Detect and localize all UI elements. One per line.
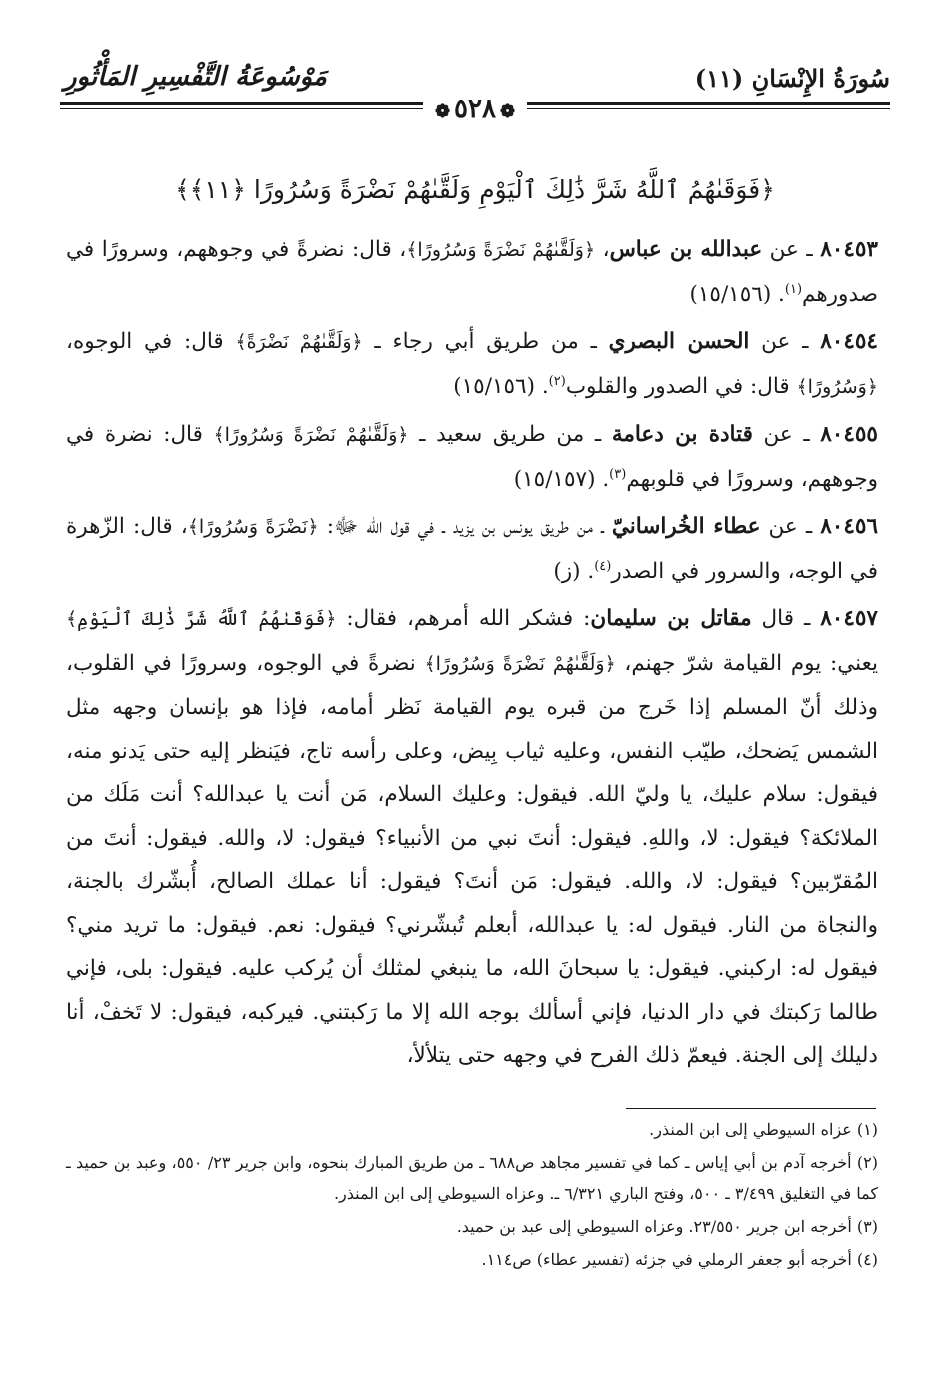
- volume-ref: . (ز): [553, 558, 595, 584]
- narration-entry: ٨٠٤٥٣ ـ عن عبدالله بن عباس، ﴿وَلَقَّىٰهُمْ نَضْرَةً وَسُرُورًا﴾، قال: نضرةً في وجوههم، وسرورًا في صدورهم$^{(١)}$. (١٥/١٥٦): [66, 237, 878, 307]
- page-number-box: [423, 94, 527, 124]
- chain-text: ـ من طريق يونس بن يزيد ـ في قول الله ﷻ:: [318, 514, 612, 539]
- volume-ref: . (١٥/١٥٧): [513, 466, 610, 492]
- narration-number: ٨٠٤٥٥: [820, 422, 878, 447]
- narration-entry: ٨٠٤٥٦ ـ عن عطاء الخُراسانيّ ـ من طريق يونس بن يزيد ـ في قول الله ﷻ: ﴿نَضْرَةً وَسُرُورًا﴾، قال: الزّهرة في الوجه، والسرور في الصدر$^{(٤)}$. (ز): [66, 514, 878, 584]
- footnote: (١) عزاه السيوطي إلى ابن المنذر.: [649, 1120, 878, 1139]
- ornament-icon: ❁: [499, 101, 516, 122]
- narration-entry: ٨٠٤٥٤ ـ عن الحسن البصري ـ من طريق أبي رجاء ـ ﴿وَلَقَّىٰهُمْ نَضْرَةً﴾ قال: في الوجوه، ﴿وَسُرُورًا﴾ قال: في الصدور والقلوب$^{(٢)}$. (١٥/١٥٦): [66, 329, 878, 399]
- narration-number: ٨٠٤٥٦: [820, 514, 878, 539]
- quran-quote: ﴿وَلَقَّىٰهُمْ نَضْرَةً وَسُرُورًا﴾: [213, 424, 409, 446]
- footnote: (٤) أخرجه أبو جعفر الرملي في جزئه (تفسير عطاء) ص١١٤.: [481, 1250, 878, 1269]
- narration-entry: ٨٠٤٥٥ ـ عن قتادة بن دعامة ـ من طريق سعيد ـ ﴿وَلَقَّىٰهُمْ نَضْرَةً وَسُرُورًا﴾ قال: نضرة في وجوههم، وسرورًا في قلوبهم$^{(٣)}$. (١٥/١٥٧): [66, 422, 878, 492]
- narration-number: ٨٠٤٥٧: [820, 606, 878, 631]
- volume-ref: . (١٥/١٥٦): [453, 373, 549, 399]
- footnotes: [66, 1114, 878, 1277]
- quran-quote: ﴿وَلَقَّىٰهُمْ نَضْرَةً﴾: [235, 331, 363, 353]
- footnote-separator: [626, 1108, 876, 1109]
- quran-quote: ﴿وَلَقَّىٰهُمْ نَضْرَةً وَسُرُورًا﴾: [424, 652, 616, 675]
- page-number: ٥٢٨: [454, 94, 496, 124]
- quran-quote: ﴿وَسُرُورًا﴾: [796, 375, 878, 398]
- surah-title: سُورَةُ الإِنْسَانِ (١١): [694, 64, 890, 93]
- narrator-name: قتادة بن دعامة: [611, 422, 753, 447]
- quran-quote: ﴿نَضْرَةً وَسُرُورًا﴾: [187, 516, 319, 538]
- narration-text: ، قال: نضرةً في وجوههم، وسرورًا في صدورهم: [66, 237, 878, 307]
- ornament-icon: ❁: [434, 101, 451, 122]
- chain-text: : فشكر الله أمرهم، فقال:: [336, 606, 591, 631]
- narration-entry: ٨٠٤٥٧ ـ قال مقاتل بن سليمان: فشكر الله أمرهم، فقال: ﴿فَوَقَىٰهُمُ ٱللَّهُ شَرَّ ذَٰلِكَ ٱلْيَوْمِ﴾ يعني: يوم القيامة شرّ جهنم، ﴿وَلَقَّىٰهُمْ نَضْرَةً وَسُرُورًا﴾ نضرةً في الوجوه، وسرورًا في القلوب، وذلك أنّ المسلم إذا خَرج من قبره يوم القيامة نَظر أمامه، فإذا هو بإنسان وجهه مثل الشمس يَضحك، طيّب النفس، وعليه ثياب بِيض، وعلى رأسه تاج، فيَنظر إليه حتى يَدنو منه، فيقول: سلام عليك، يا وليّ الله. فيقول: وعليك السلام، مَن أنت يا عبدالله؟ أنت مَلَك من الملائكة؟ فيقول: لا، واللهِ. فيقول: أنتَ نبي من الأنبياء؟ فيقول: لا، والله. فيقول: أنتَ من المُقرّبين؟ فيقول: لا، والله. فيقول: مَن أنتَ؟ فيقول: أنا عملك الصالح، أُبشّرك بالجنة، والنجاة من النار. فيقول له: يا عبدالله، أبعلم تُبشّرني؟ فيقول: نعم. فيقول: ما تريد مني؟ فيقول له: اركبني. فيقول: يا سبحانَ الله، ما ينبغي لمثلك أن يُركب عليه. فيقول: بلى، فإني طالما رَكبتك في دار الدنيا، فإني أسألك بوجه الله إلا ما رَكبتني. فيركبه، فيقول: لا تَخفْ، أنا دليلك إلى الجنة. فيعمّ ذلك الفرح في وجهه حتى يتلألأ،: [66, 606, 878, 1068]
- quran-quote: ﴿وَلَقَّىٰهُمْ نَضْرَةً وَسُرُورًا﴾: [406, 239, 596, 261]
- quran-verse: ﴿فَوَقَىٰهُمُ ٱللَّهُ شَرَّ ذَٰلِكَ ٱلْيَوْمِ وَلَقَّىٰهُمْ نَضْرَةً وَسُرُورًا ﴿١١﴾﴾: [175, 175, 775, 204]
- chain-text: ـ من طريق أبي رجاء ـ: [362, 329, 609, 354]
- footnote: (٣) أخرجه ابن جرير ٢٣/٥٥٠. وعزاه السيوطي إلى عبد بن حميد.: [456, 1217, 878, 1236]
- chain-text: ـ من طريق سعيد ـ: [408, 422, 612, 447]
- narrator-name: عبدالله بن عباس: [609, 237, 763, 262]
- footnote-ref[interactable]: (٤): [594, 558, 612, 574]
- quran-quote: ﴿فَوَقَىٰهُمُ ٱللَّهُ شَرَّ ذَٰلِكَ ٱلْيَوْمِ﴾: [66, 608, 337, 630]
- footnote-ref[interactable]: (٢): [548, 373, 566, 389]
- running-header: [60, 58, 890, 130]
- narration-number: ٨٠٤٥٣: [820, 237, 878, 262]
- footnote: (٢) أخرجه آدم بن أبي إياس ـ كما في تفسير مجاهد ص٦٨٨ ـ من طريق المبارك بنحوه، وابن جرير ٢٣/ ٥٥٠، وعبد بن حميد ـ كما في التغليق ٣/٤٩٩ ـ ٥٠٠، وفتح الباري ٦/٣٢١ ـ. وعزاه السيوطي إلى ابن المنذر.: [66, 1153, 878, 1203]
- footnote-ref[interactable]: (٣): [609, 466, 627, 482]
- narrator-name: مقاتل بن سليمان: [590, 606, 752, 631]
- narration-text: قال: في الصدور والقلوب: [565, 373, 797, 399]
- book-title: مَوْسُوعَةُ التَّفْسِيرِ المَأْثُورِ: [64, 62, 327, 92]
- narration-number: ٨٠٤٥٤: [820, 329, 878, 354]
- footnote-ref[interactable]: (١): [784, 281, 803, 297]
- narration-text: نضرةً في الوجوه، وسرورًا في القلوب، وذلك أنّ المسلم إذا خَرج من قبره يوم القيامة نَظر أمامه، فإذا هو بإنسان وجهه مثل الشمس يَضحك، طيّب النفس، وعليه ثياب بِيض، وعلى رأسه تاج، فيَنظر إليه حتى يَدنو منه، فيقول: سلام عليك، يا وليّ الله. فيقول: وعليك السلام، مَن أنت يا عبدالله؟ أنت مَلَك من الملائكة؟ فيقول: لا، واللهِ. فيقول: أنتَ نبي من الأنبياء؟ فيقول: لا، والله. فيقول: أنتَ من المُقرّبين؟ فيقول: لا، والله. فيقول: مَن أنتَ؟ فيقول: أنا عملك الصالح، أُبشّرك بالجنة، والنجاة من النار. فيقول له: يا عبدالله، أبعلم تُبشّرني؟ فيقول: نعم. فيقول: ما تريد مني؟ فيقول له: اركبني. فيقول: يا سبحانَ الله، ما ينبغي لمثلك أن يُركب عليه. فيقول: بلى، فإني طالما رَكبتك في دار الدنيا، فإني أسألك بوجه الله إلا ما رَكبتني. فيركبه، فيقول: لا تَخفْ، أنا دليلك إلى الجنة. فيعمّ ذلك الفرح في وجهه حتى يتلألأ،: [66, 650, 878, 1068]
- narrator-name: عطاء الخُراسانيّ: [611, 514, 761, 539]
- narration-text: ، قال: الزّهرة في الوجه، والسرور في الصدر: [66, 514, 878, 584]
- narration-text: قال: نضرة في وجوههم، وسرورًا في قلوبهم: [66, 422, 878, 492]
- commentary-body: [66, 228, 878, 1082]
- volume-ref: . (١٥/١٥٦): [689, 281, 785, 307]
- narrator-name: الحسن البصري: [608, 329, 750, 354]
